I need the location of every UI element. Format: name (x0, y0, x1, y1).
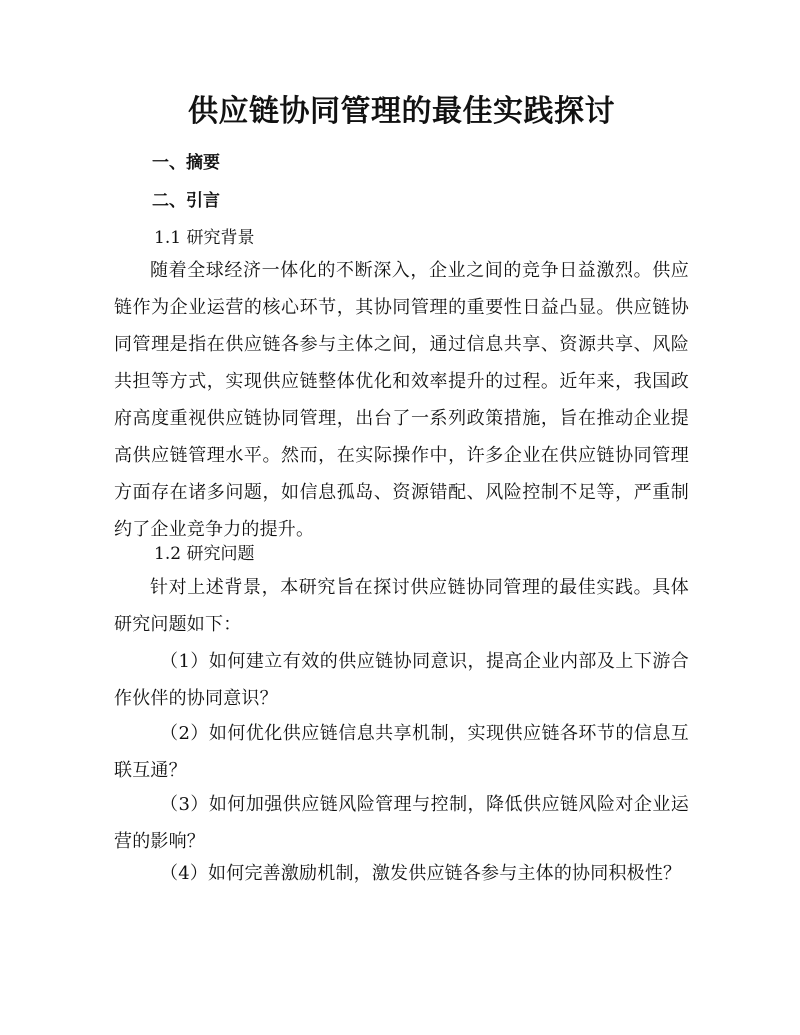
research-question-item: （3）如何加强供应链风险管理与控制，降低供应链风险对企业运营的影响？ (114, 794, 689, 852)
document-title: 供应链协同管理的最佳实践探讨 (188, 94, 615, 129)
section-heading-abstract: 一、摘要 (152, 153, 220, 173)
research-question-item: （1）如何建立有效的供应链协同意识，提高企业内部及上下游合作伙伴的协同意识？ (114, 651, 689, 709)
research-question-item: （4）如何完善激励机制，激发供应链各参与主体的协同积极性？ (160, 863, 682, 884)
background-paragraph: 随着全球经济一体化的不断深入，企业之间的竞争日益激烈。供应链作为企业运营的核心环节，其协同管理的重要性日益凸显。供应链协同管理是指在供应链各参与主体之间，通过信息共享、资源共享、风险共担等方式，实现供应链整体优化和效率提升的过程。近年来，我国政府高度重视供应链协同管理，出台了一系列政策措施，旨在推动企业提高供应链管理水平。然而，在实际操作中，许多企业在供应链协同管理方面存在诸多问题，如信息孤岛、资源错配、风险控制不足等，严重制约了企业竞争力的提升。 (114, 260, 689, 540)
questions-intro-paragraph: 针对上述背景，本研究旨在探讨供应链协同管理的最佳实践。具体研究问题如下： (114, 577, 689, 635)
research-question-item: （2）如何优化供应链信息共享机制，实现供应链各环节的信息互联互通？ (114, 723, 689, 781)
document-page (114, 0, 689, 1035)
section-heading-introduction: 二、引言 (152, 191, 220, 211)
subsection-heading-background: 1.1 研究背景 (154, 228, 255, 248)
subsection-heading-questions: 1.2 研究问题 (154, 544, 255, 564)
